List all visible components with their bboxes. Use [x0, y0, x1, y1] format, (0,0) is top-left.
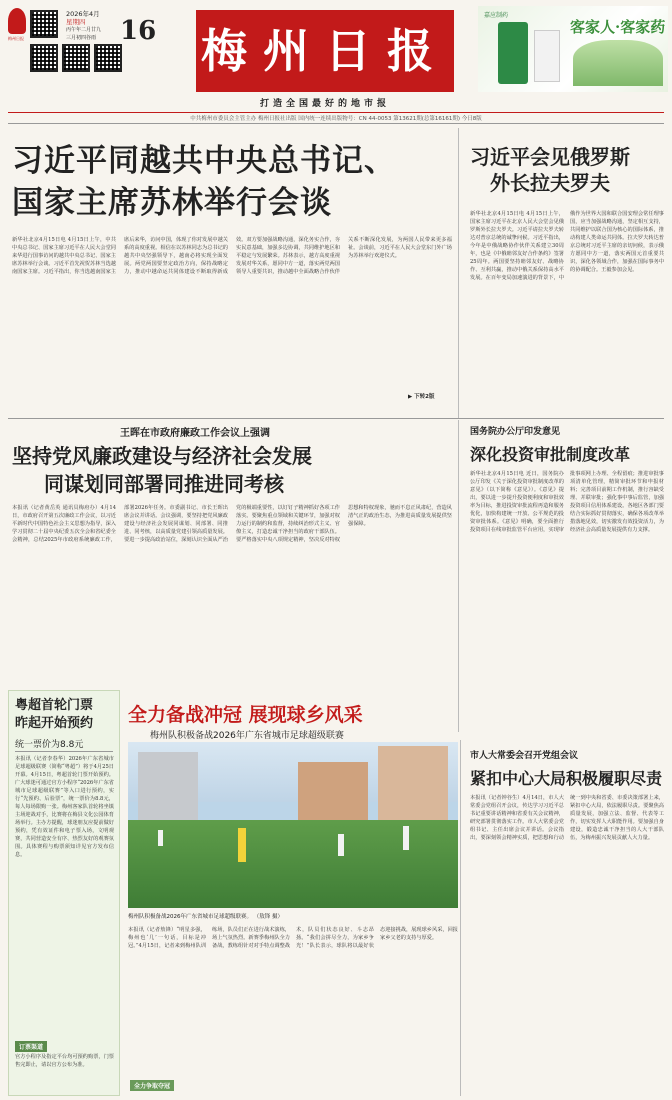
team-training-photo	[128, 742, 458, 908]
continue-text: 下转2版	[414, 394, 435, 400]
qr-code-icon[interactable]	[94, 44, 122, 72]
left-box	[8, 690, 120, 1096]
small-logo-text: 梅州日报	[8, 36, 24, 41]
qr-code-icon[interactable]	[30, 10, 58, 38]
page-number: 16	[120, 16, 157, 46]
hills-image	[573, 40, 663, 86]
mid-headline-line2: 同谋划同部署同推进同考核	[44, 472, 284, 496]
mid-body-text: 本报讯（记者黄岳英 通讯员梅府办）4月14日，市政府召开第五次廉政工作会议，以习近平新时代中国特色社会主义思想为指导，深入学习贯彻二十届中央纪委五次全会和省纪委全会精神，总结2025年市政府系统廉政工作，部署2026年任务。市委副书记、市长王晖出席会议并讲话。会议强调，要坚持把党风廉政建设与经济社会发展同谋划、同部署、同推进、同考核，以高质量党建引领高质量发展。要进一步提高政治站位，深刻认识全面从严治党的极端重要性，以钉钉子精神抓好各项工作落实。要聚焦重点领域和关键环节，加强对权力运行的制约和监督，持续纠治形式主义、官僚主义，打造忠诚干净担当的政府干部队伍。要严格落实中央八项规定精神，坚决反对特权思想和特权现象，驰而不息正风肃纪，营造风清气正的政治生态，为推进高质量发展提供坚强保障。	[12, 505, 452, 543]
paper-title: 梅州日报	[196, 10, 454, 92]
right-bottom-kicker: 市人大常委会召开党组会议	[470, 751, 579, 761]
mid-headline-line1: 坚持党风廉政建设与经济社会发展	[12, 444, 312, 468]
right-top-headline-line2: 外长拉夫罗夫	[490, 171, 610, 195]
product-box	[498, 22, 528, 84]
publication-info: 中共梅州市委员会主管主办 梅州日报社出版 国内统一连续出版物号：CN 44-0053 第13621期(总第16161期) 今日8版	[190, 116, 482, 122]
ad-brand: 嘉应制药	[484, 12, 509, 19]
lead-headline-line1: 习近平同越共中央总书记、	[12, 143, 396, 179]
qr-code-icon[interactable]	[30, 44, 58, 72]
ad-slogan: 客家人·客家药	[570, 18, 666, 36]
lead-headline-line2: 国家主席苏林举行会谈	[12, 185, 332, 221]
training-pole	[238, 828, 246, 862]
player-figure	[338, 834, 344, 856]
feature-body-text: 本报讯（记者敖锋）“明星多强，梅州也‘几’一句话，目标是冲冠。”4月15日，记者来到梅州队训练场，队员们正在进行战术演练，场上气氛热烈。新赛季梅州队全力备战，教练组针对对手特点调整战术，队员们状态良好、斗志昂扬。“我们会拼尽全力，为家乡争光！”队长表示，球队将以最好状态迎接挑战，展现球乡风采，回报家乡父老的支持与厚爱。	[128, 927, 458, 949]
mid-headline	[12, 442, 452, 498]
product-box	[534, 30, 560, 82]
right-bottom-body	[470, 794, 664, 1094]
lunar-date: 丙午年二月廿九	[66, 27, 102, 33]
party-logo	[8, 8, 26, 34]
left-box-headline	[15, 697, 93, 733]
player-figure	[158, 830, 163, 846]
player-figure	[403, 826, 409, 850]
lead-body-text: 新华社北京4月15日电 4月15日上午，中共中央总书记、国家主席习近平在人民大会堂同来华进行国事访问的越共中央总书记、国家主席苏林举行会谈。习近平首先祝贺苏林当选越南国家主席。习近平指出，你当选越南国家主席后来华，访问中国，体现了你对发展中越关系的高度重视。相信在以苏林同志为总书记的越共中央坚强领导下，越南必将实现全面发展。两党两国要坚定政治方向，保持战略定力，推动中越命运共同体建设不断取得新成效。双方要加强战略沟通，深化务实合作，夯实民意基础，加强多边协调，共同维护地区和平稳定与发展繁荣。苏林表示，越方高度重视发展对华关系，愿同中方一道，落实两党两国领导人重要共识，推动越中全面战略合作伙伴关系不断深化发展，为两国人民带来更多福祉。会谈前，习近平在人民大会堂东门外广场为苏林举行欢迎仪式。	[12, 237, 452, 275]
feature-subhead: 全力争取夺冠	[130, 1080, 174, 1091]
photo-caption	[128, 912, 458, 920]
right-bottom-body-text: 本报讯（记者钟谷生）4月14日，市人大常委会党组召开会议，传达学习习近平总书记重要讲话精神和省委有关会议精神，研究部署贯彻落实工作。市人大常委会党组书记、主任出席会议并讲话。会议指出，要深刻领会精神实质，把思想和行动统一到中央和省委、市委决策部署上来，紧扣中心大局，依法履职尽责。要聚焦高质量发展，加强立法、监督、代表等工作，切实发挥人大职能作用。要加强自身建设，锻造忠诚干净担当的人大干部队伍，为梅州振兴发展贡献人大力量。	[470, 795, 664, 841]
right-mid-kicker: 国务院办公厅印发意见	[470, 427, 561, 437]
lead-body	[12, 236, 452, 400]
building	[138, 752, 198, 822]
feature-subtitle: 梅州队积极备战2026年广东省城市足球超级联赛	[150, 731, 344, 741]
mid-body	[12, 504, 452, 684]
paper-slogan: 打造全国最好的地市报	[259, 99, 390, 109]
left-box-subbody: 官方小程序及指定平台均可预约购票，门票售完即止，请以官方公布为准。	[15, 1054, 114, 1068]
right-bottom-headline: 紧扣中心大局积极履职尽责	[470, 769, 663, 788]
building	[298, 762, 368, 822]
left-box-headline-line2: 昨起开始预约	[15, 716, 94, 731]
building	[378, 746, 448, 822]
left-box-headline-line1: 粤超首轮门票	[15, 698, 94, 713]
left-box-body: 本报讯（记者李春华）2026年广东省城市足球超级联赛（简称“粤超”）将于4月25日开幕。4月15日，粤超首轮门票开始预约。广大球迷可通过官方小程序“2026年广东省城市足球超级联赛”等入口进行预约，实行“先预约、后验票”，统一票价为8.8元，每人每场限购一张。梅州客家队首轮将坐镇主场迎战对手，比赛将在梅县文化公园体育场举行。主办方提醒，球迷朋友应提前做好预约，凭有效证件和电子票入场，文明观赛，共同营造安全有序、热烈友好的观赛氛围。具体赛程与购票须知详见官方发布信息。	[15, 756, 114, 858]
issue-date: 2026年4月	[66, 10, 100, 18]
right-top-body-text: 新华社北京4月15日电 4月15日上午，国家主席习近平在北京人民大会堂会见俄罗斯外长拉夫罗夫。习近平请拉夫罗夫转达对普京总统的诚挚问候。习近平指出，今年是中俄战略协作伙伴关系建立30周年，也是《中俄睦邻友好合作条约》签署25周年。两国要坚持睦邻友好、战略协作、互利共赢，推动中俄关系保持高水平发展。在百年变局加速演进的背景下，中俄作为世界大国和联合国安理会常任理事国，应当加强战略沟通，坚定相互支持，共同维护以联合国为核心的国际体系，推动构建人类命运共同体。拉夫罗夫转达普京总统对习近平主席的亲切问候，表示俄方愿同中方一道，落实两国元首重要共识，深化各领域合作，加强在国际事务中的协调配合。王毅参加会见。	[470, 211, 664, 281]
feature-body	[128, 926, 458, 1076]
right-mid-headline: 深化投资审批制度改革	[470, 445, 631, 464]
lead-headline	[12, 140, 472, 224]
qr-code-icon[interactable]	[62, 44, 90, 72]
right-mid-body	[470, 470, 664, 732]
issue-weekday: 星期四	[66, 18, 86, 26]
solar-term: 三月初四谷雨	[66, 35, 97, 41]
mid-kicker: 王晖在市政府廉政工作会议上强调	[120, 428, 270, 439]
right-top-headline-line1: 习近平会见俄罗斯	[470, 145, 630, 169]
masthead	[8, 6, 668, 114]
right-top-body	[470, 210, 664, 406]
right-top-headline	[470, 144, 666, 196]
photo-credit: （敖锋 摄）	[253, 914, 283, 920]
left-box-subtitle: 统一票价为8.8元	[15, 740, 84, 750]
ad-banner[interactable]	[478, 6, 668, 92]
photo-caption-text: 梅州队积极备战2026年广东省城市足球超级联赛。	[128, 914, 252, 920]
continue-label: ▶ 下转2版	[408, 394, 435, 400]
feature-headline: 全力备战冲冠 展现球乡风采	[128, 704, 363, 726]
right-mid-body-text: 新华社北京4月15日电 近日，国务院办公厅印发《关于深化投资审批制度改革的意见》（以下简称《意见》）。《意见》提出，要以进一步提升投资便利度和审批效率为目标，推进投资审批流程再造和服务优化，加快构建统一开放、公平规范的投资审批体系。《意见》明确，要全面推行投资项目在线审批监管平台应用，实现审批事项网上办理、全程留痕；推进审批事项清单化管理，精简审批环节和申报材料；完善项目前期工作机制，推行容缺受理、并联审批；强化事中事后监管，加强投资项目信用体系建设。各地区各部门要结合实际抓好贯彻落实，确保各项改革举措落地见效，切实激发有效投资活力，为经济社会高质量发展提供有力支撑。	[470, 471, 664, 533]
left-box-subhead: 订票渠道	[15, 1041, 47, 1052]
